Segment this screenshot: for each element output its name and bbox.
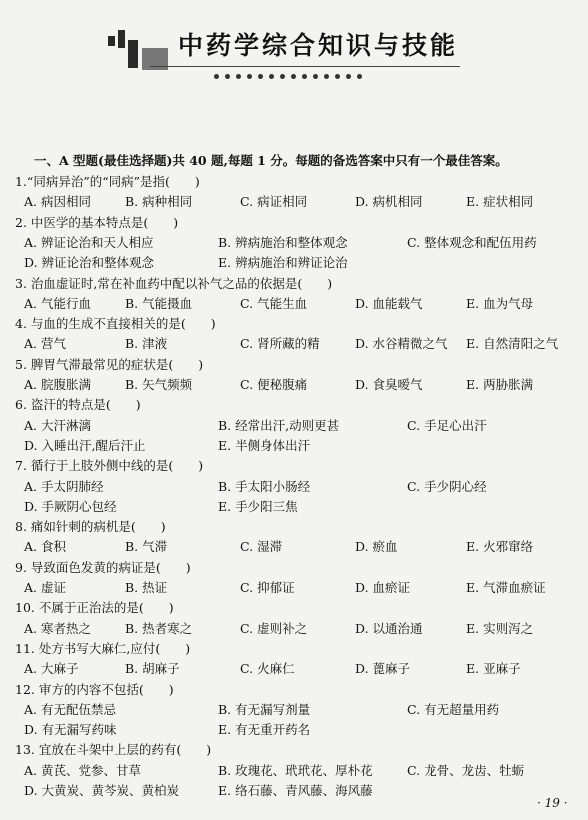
answer-option: A. 食积 xyxy=(24,539,66,555)
question-stem: 1.“同病异治”的“同病”是指( ) xyxy=(15,174,200,189)
section-title: 一、A 型题(最佳选择题)共 40 题,每题 1 分。每题的备选答案中只有一个最佳答案。 xyxy=(34,153,508,168)
answer-option: A. 大汗淋漓 xyxy=(24,417,91,433)
answer-option: A. 有无配伍禁忌 xyxy=(24,701,116,717)
answer-option: B. 胡麻子 xyxy=(125,661,180,677)
page-header xyxy=(0,0,588,100)
option-row xyxy=(0,253,588,273)
header-dot xyxy=(247,74,252,79)
option-row xyxy=(0,233,588,253)
question-stem: 3. 治血虚证时,常在补血药中配以补气之品的依据是( ) xyxy=(15,275,333,291)
answer-option: C. 湿滞 xyxy=(240,539,283,555)
answer-option: B. 手太阳小肠经 xyxy=(218,478,311,494)
answer-option: C. 手少阴心经 xyxy=(407,478,487,494)
option-row xyxy=(0,619,588,639)
header-dots xyxy=(214,74,364,82)
answer-option: D. 手厥阴心包经 xyxy=(24,498,117,514)
option-row xyxy=(0,700,588,720)
answer-option: E. 实则泻之 xyxy=(466,620,534,636)
answer-option: D. 辨证论治和整体观念 xyxy=(24,255,155,271)
header-dot xyxy=(335,74,340,79)
header-dot xyxy=(258,74,263,79)
header-dot xyxy=(324,74,329,79)
answer-option: B. 热者寒之 xyxy=(125,620,193,636)
answer-option: C. 整体观念和配伍用药 xyxy=(407,234,537,250)
answer-option: D. 有无漏写药味 xyxy=(24,722,117,738)
answer-option: A. 手太阴肺经 xyxy=(24,478,104,494)
answer-option: D. 病机相同 xyxy=(355,194,423,210)
answer-option: E. 半侧身体出汗 xyxy=(218,437,311,453)
answer-option: E. 络石藤、青风藤、海风藤 xyxy=(218,783,373,798)
answer-option: C. 病证相同 xyxy=(240,194,308,210)
question-stem: 6. 盗汗的特点是( ) xyxy=(15,397,141,413)
answer-option: E. 血为气母 xyxy=(466,295,534,311)
question-stem: 2. 中医学的基本特点是( ) xyxy=(15,214,179,230)
answer-option: A. 辨证论治和天人相应 xyxy=(24,234,154,250)
answer-option: E. 气滞血瘀证 xyxy=(466,580,546,595)
option-row xyxy=(0,294,588,314)
answer-option: C. 龙骨、龙齿、牡蛎 xyxy=(407,762,525,778)
answer-option: C. 手足心出汗 xyxy=(407,417,487,433)
header-dot xyxy=(236,74,241,79)
option-row xyxy=(0,375,588,395)
answer-option: E. 自然清阳之气 xyxy=(466,336,559,352)
answer-option: A. 大麻子 xyxy=(24,661,79,677)
answer-option: C. 虚则补之 xyxy=(240,620,308,636)
header-rule xyxy=(150,66,460,67)
header-dot xyxy=(280,74,285,79)
answer-option: D. 入睡出汗,醒后汗止 xyxy=(24,437,146,453)
option-row xyxy=(0,477,588,497)
answer-option: D. 大黄炭、黄芩炭、黄柏炭 xyxy=(24,783,180,798)
answer-option: E. 亚麻子 xyxy=(466,661,521,677)
answer-option: B. 有无漏写剂量 xyxy=(218,701,311,717)
answer-option: C. 有无超量用药 xyxy=(407,701,500,717)
header-dot xyxy=(225,74,230,79)
answer-option: B. 辨病施治和整体观念 xyxy=(218,234,348,250)
answer-option: B. 病种相同 xyxy=(125,194,193,210)
option-row xyxy=(0,761,588,781)
answer-option: B. 津液 xyxy=(125,336,168,352)
answer-option: E. 手少阳三焦 xyxy=(218,498,298,514)
answer-option: A. 营气 xyxy=(24,336,66,352)
answer-option: C. 肾所藏的精 xyxy=(240,336,320,352)
answer-option: D. 蓖麻子 xyxy=(355,661,411,677)
answer-option: E. 火邪窜络 xyxy=(466,539,534,555)
option-row xyxy=(0,781,588,801)
answer-option: B. 气能摄血 xyxy=(125,295,193,311)
option-row xyxy=(0,497,588,517)
answer-option: E. 有无重开药名 xyxy=(218,722,311,738)
question-stem: 7. 循行于上肢外侧中线的是( ) xyxy=(15,458,204,474)
answer-option: D. 血能载气 xyxy=(355,295,423,311)
answer-option: B. 玫瑰花、玳玳花、厚朴花 xyxy=(218,762,373,778)
question-stem: 8. 痛如针刺的病机是( ) xyxy=(15,519,166,535)
answer-option: E. 辨病施治和辨证论治 xyxy=(218,255,348,271)
question-stem: 13. 宜放在斗架中上层的药有( ) xyxy=(15,742,212,758)
question-stem: 11. 处方书写大麻仁,应付( ) xyxy=(15,640,191,656)
question-stem: 5. 脾胃气滞最常见的症状是( ) xyxy=(15,356,204,372)
answer-option: A. 虚证 xyxy=(24,580,66,595)
answer-option: C. 抑郁证 xyxy=(240,580,295,595)
header-dot xyxy=(302,74,307,79)
question-stem: 4. 与血的生成不直接相关的是( ) xyxy=(15,316,216,332)
header-dot xyxy=(291,74,296,79)
header-dot xyxy=(313,74,318,79)
header-dot xyxy=(269,74,274,79)
answer-option: E. 两胁胀满 xyxy=(466,377,534,392)
answer-option: D. 瘀血 xyxy=(355,539,398,555)
header-dot xyxy=(357,74,362,79)
question-stem: 9. 导致面色发黄的病证是( ) xyxy=(15,559,191,575)
header-dot xyxy=(346,74,351,79)
page-title: 中药学综合知识与技能 xyxy=(178,31,459,60)
option-row xyxy=(0,659,588,679)
answer-option: A. 黄芪、党参、甘草 xyxy=(24,762,141,778)
answer-option: D. 食臭嗳气 xyxy=(355,377,423,392)
answer-option: A. 寒者热之 xyxy=(24,620,91,636)
answer-option: A. 病因相同 xyxy=(24,194,91,210)
answer-option: C. 气能生血 xyxy=(240,295,308,311)
header-dot xyxy=(214,74,219,79)
answer-option: D. 以通治通 xyxy=(355,620,423,636)
page-number: · 19 · xyxy=(537,796,568,810)
header-decoration xyxy=(108,30,168,78)
answer-option: B. 矢气频频 xyxy=(125,377,193,392)
answer-option: D. 血瘀证 xyxy=(355,580,411,595)
answer-option: A. 脘腹胀满 xyxy=(24,377,91,392)
question-stem: 10. 不属于正治法的是( ) xyxy=(15,600,174,616)
answer-option: E. 症状相同 xyxy=(466,194,534,210)
option-row xyxy=(0,436,588,456)
option-row xyxy=(0,192,588,212)
question-stem: 12. 审方的内容不包括( ) xyxy=(15,681,174,697)
answer-option: C. 便秘腹痛 xyxy=(240,377,308,392)
answer-option: C. 火麻仁 xyxy=(240,661,295,677)
option-row xyxy=(0,578,588,598)
option-row xyxy=(0,720,588,740)
option-row xyxy=(0,416,588,436)
answer-option: B. 热证 xyxy=(125,580,168,595)
answer-option: B. 气滞 xyxy=(125,539,168,555)
answer-option: B. 经常出汗,动则更甚 xyxy=(218,417,340,433)
answer-option: A. 气能行血 xyxy=(24,295,91,311)
option-row xyxy=(0,537,588,557)
option-row xyxy=(0,334,588,354)
answer-option: D. 水谷精微之气 xyxy=(355,336,448,352)
